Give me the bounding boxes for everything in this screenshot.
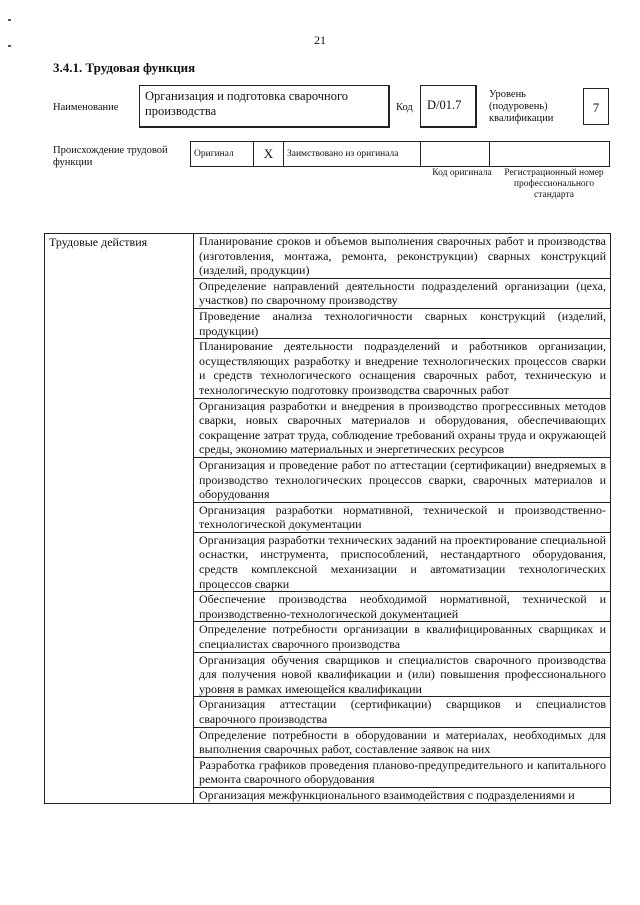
function-name-box: Организация и подготовка сварочного производства [139, 85, 390, 128]
code-value-box: D/01.7 [420, 85, 477, 128]
borrowed-label: Заимствовано из оригинала [284, 142, 421, 167]
labor-action-item: Планирование деятельности подразделений и работников организации, осуществляющих разработку и внедрение технологических процессов сварки и средств технологического оснащения сварочных работ, техническую и технологическую подготовку производства сварочных работ [194, 339, 611, 398]
labor-action-item: Определение потребности организации в квалифицированных сварщиках и специалистах сварочного производства [194, 622, 611, 652]
labor-action-item: Организация разработки нормативной, технической и производственно-технологической документации [194, 502, 611, 532]
origin-label: Происхождение трудовой функции [53, 145, 168, 168]
reg-number-label: Регистрационный номер профессионального стандарта [504, 168, 604, 200]
page-number: 21 [314, 33, 326, 47]
reg-number-cell [490, 142, 610, 167]
labor-action-item: Организация разработки технических заданий на проектирование специальной оснастки, инструмента, приспособлений, нестандартного оборудования, средств комплексной механизации и автоматизации технологических процессов сварки [194, 532, 611, 591]
labor-actions-header: Трудовые действия [45, 234, 194, 804]
labor-action-item: Проведение анализа технологичности сварных конструкций (изделий, продукции) [194, 308, 611, 338]
name-label: Наименование [53, 102, 119, 113]
level-value-box: 7 [583, 88, 609, 125]
labor-action-item: Определение потребности в оборудовании и материалах, необходимых для выполнения сварочных работ, составление заявок на них [194, 727, 611, 757]
labor-action-item: Организация аттестации (сертификации) сварщиков и специалистов сварочного производства [194, 697, 611, 727]
code-original-cell [421, 142, 490, 167]
labor-action-item: Определение направлений деятельности подразделений организации (цеха, участков) по сварочному производству [194, 278, 611, 308]
labor-action-item: Обеспечение производства необходимой нормативной, технической и производственно-технологической документацией [194, 592, 611, 622]
section-title: 3.4.1. Трудовая функция [53, 60, 196, 75]
pen-mark [8, 19, 11, 21]
labor-action-item: Организация межфункционального взаимодействия с подразделениями и [194, 787, 611, 803]
original-label: Оригинал [191, 142, 254, 167]
labor-action-item: Планирование сроков и объемов выполнения сварочных работ и производства (изготовления, монтажа, ремонта, реконструкции) сварных конструкций (изделий, продукции) [194, 234, 611, 279]
labor-actions-table [44, 233, 611, 804]
level-label: Уровень (подуровень) квалификации [489, 89, 554, 124]
code-label: Код [396, 102, 413, 113]
code-original-label: Код оригинала [432, 168, 492, 178]
origin-table [190, 141, 610, 167]
labor-action-item: Организация и проведение работ по аттестации (сертификации) внедряемых в производство технологических процессов сварки, сварочных материалов и оборудования [194, 457, 611, 502]
labor-action-item: Организация разработки и внедрения в производство прогрессивных методов сварки, новых сварочных материалов и оборудования, обеспечивающих сокращение затрат труда, соблюдение требований охраны труда и окружающей среды, экономию материальных и энергетических ресурсов [194, 398, 611, 457]
labor-action-row [45, 234, 611, 279]
labor-action-item: Разработка графиков проведения планово-предупредительного и капитального ремонта сварочного оборудования [194, 757, 611, 787]
original-mark: X [254, 142, 284, 167]
labor-action-item: Организация обучения сварщиков и специалистов сварочного производства для получения новой квалификации и (или) повышения профессионального уровня в рамках имеющейся квалификации [194, 652, 611, 697]
